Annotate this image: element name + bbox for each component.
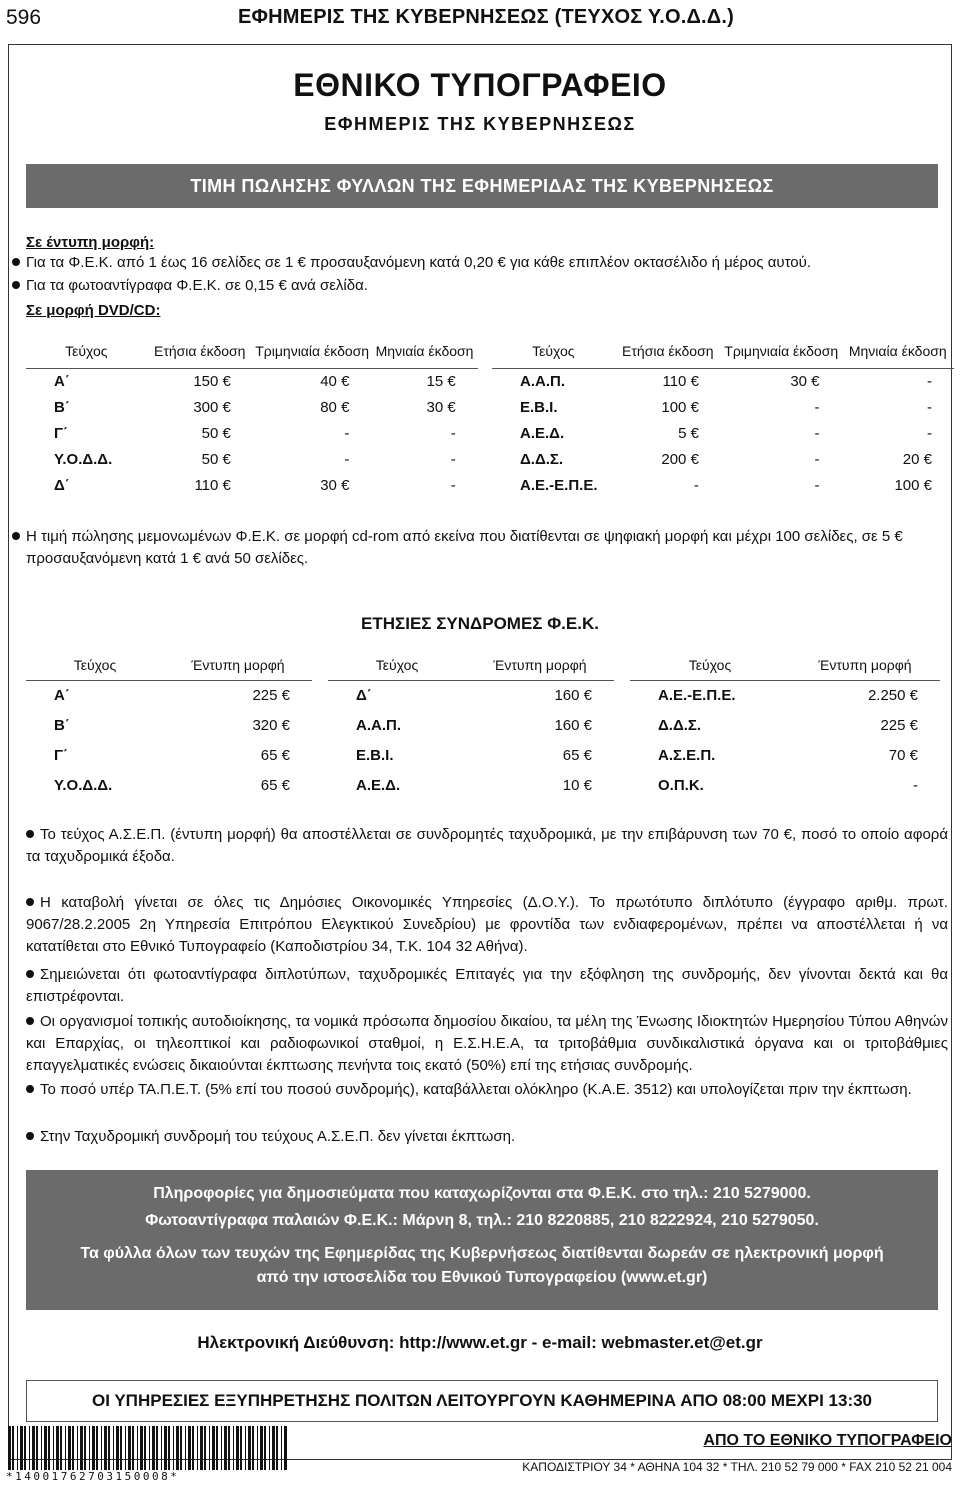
table-cell: 70 € [888,746,918,764]
table-cell: Γ΄ [54,746,69,764]
barcode-bar [77,1426,78,1470]
table-cell [312,740,328,770]
barcode-bar [92,1426,95,1470]
table-cell: Α΄ [54,686,70,704]
table-cell [478,394,492,420]
dvd-header-row [26,334,954,368]
table-cell: - [927,398,932,416]
table-cell: - [814,450,820,468]
table-cell: - [450,450,456,468]
table-cell: 225 € [252,686,290,704]
col-header: Τεύχος [492,334,615,368]
hours-box: ΟΙ ΥΠΗΡΕΣΙΕΣ ΕΞΥΠΗΡΕΤΗΣΗΣ ΠΟΛΙΤΩΝ ΛΕΙΤΟΥΡΓΟΥΝ ΚΑΘΗΜΕΡΙΝΑ ΑΠΟ 08:00 ΜΕΧΡΙ 13:30 [26,1380,938,1422]
barcode-bar [56,1426,59,1470]
barcode-bar [96,1426,98,1470]
barcode-bar [80,1426,83,1470]
col-header: Τριμηνιαία έκδοση [721,334,842,368]
info-box [26,1170,938,1310]
table-cell [614,770,630,800]
barcode-bar [113,1426,114,1470]
barcode-bar [128,1426,131,1470]
barcode-text: *14001762703150008* [6,1470,288,1483]
barcode-bar [84,1426,86,1470]
price-bar: ΤΙΜΗ ΠΩΛΗΣΗΣ ΦΥΛΛΩΝ ΤΗΣ ΕΦΗΜΕΡΙΔΑΣ ΤΗΣ ΚΥΒΕΡΝΗΣΕΩΣ [26,164,938,208]
barcode-bar [72,1426,74,1470]
table-cell: 300 € [193,398,231,416]
barcode-bar [197,1426,198,1470]
barcode-bar [281,1426,282,1470]
barcode-bar [224,1426,227,1470]
barcode-bar [264,1426,266,1470]
table-cell: - [927,424,932,442]
subscription-table [26,650,940,800]
bullet-icon [26,1017,34,1025]
barcode-bar [32,1426,35,1470]
col-gap [478,334,492,368]
table-cell: - [814,476,820,494]
bullet-icon [12,258,20,266]
table-cell: 160 € [554,716,592,734]
barcode-bar [44,1426,47,1470]
barcode-bar [164,1426,167,1470]
table-cell: 320 € [252,716,290,734]
info-line: από την ιστοσελίδα του Εθνικού Τυπογραφείου (www.et.gr) [256,1269,708,1286]
barcode-bar [228,1426,230,1470]
col-header: Τεύχος [328,650,466,680]
barcode-bar [36,1426,38,1470]
barcode-bar [192,1426,194,1470]
barcode-bar [257,1426,258,1470]
table-cell: - [450,424,456,442]
table-cell: 2.250 € [867,686,918,704]
table-cell: Δ΄ [356,686,372,704]
table-cell: 50 € [201,450,231,468]
table-cell: 10 € [562,776,592,794]
dvd-note-line-2: προσαυξανόμενη κατά 1 € ανά 50 σελίδες. [26,550,309,567]
dvd-row [26,394,954,420]
dvd-label: Σε μορφή DVD/CD: [26,302,161,319]
barcode-bar [212,1426,215,1470]
header-title: ΕΦΗΜΕΡΙΣ ΤΗΣ ΚΥΒΕΡΝΗΣΕΩΣ (ΤΕΥΧΟΣ Υ.Ο.Δ.Δ.) [238,6,734,28]
table-cell: 20 € [902,450,932,468]
table-cell [312,710,328,740]
barcode-bar [180,1426,182,1470]
barcode-bar [41,1426,42,1470]
subscription-row [26,710,940,740]
dvd-price-table [26,334,954,498]
info-line: Φωτοαντίγραφα παλαιών Φ.Ε.Κ.: Μάρνη 8, τηλ.: 210 8220885, 210 8222924, 210 5279050. [145,1212,819,1229]
table-cell [614,680,630,710]
barcode-bar [17,1426,18,1470]
info-line: Πληροφορίες για δημοσιεύματα που καταχωρίζονται στα Φ.Ε.Κ. στο τηλ.: 210 5279000. [153,1185,811,1202]
table-cell [312,680,328,710]
term-item: Στην Ταχυδρομική συνδρομή του τεύχους Α.Σ.Ε.Π. δεν γίνεται έκπτωση. [26,1126,948,1148]
barcode-bar [168,1426,170,1470]
term-item: Η καταβολή γίνεται σε όλες τις Δημόσιες Οικονομικές Υπηρεσίες (Δ.Ο.Υ.). Το πρωτότυπο διπλότυπο (έγγραφο αριθμ. πρωτ. 9067/28.2.2005 2η Υπηρεσία Επιτρόπου Ελεγκτικού Συνεδρίου) με φροντίδα των ενδιαφερομένων, πρέπει να αποστέλλεται ή να κατατίθεται στο Εθνικό Τυπογραφείο (Καποδιστρίου 34, Τ.Κ. 104 32 Αθήνα). [26,894,948,955]
barcode-bar [24,1426,26,1470]
table-cell: - [344,450,350,468]
col-header: Μηνιαία έκδοση [371,334,477,368]
table-cell [478,446,492,472]
table-cell: - [450,476,456,494]
barcode-bar [200,1426,203,1470]
info-line: Τα φύλλα όλων των τευχών της Εφημερίδας της Κυβερνήσεως διατίθενται δωρεάν σε ηλεκτρονική μορφή [80,1245,884,1262]
table-cell: Α.Σ.Ε.Π. [658,746,716,764]
table-cell: Ε.Β.Ι. [520,398,558,416]
subscription-row [26,740,940,770]
barcode-bar [276,1426,278,1470]
table-cell [478,368,492,394]
col-header: Έντυπη μορφή [164,650,312,680]
print-line-1: Για τα Φ.Ε.Κ. από 1 έως 16 σελίδες σε 1 € προσαυξανόμενη κατά 0,20 € για κάθε επιπλέον οκτασέλιδο ή μέρος αυτού. [12,254,811,271]
print-label: Σε έντυπη μορφή: [26,234,155,251]
masthead-subtitle: ΕΦΗΜΕΡΙΣ ΤΗΣ ΚΥΒΕΡΝΗΣΕΩΣ [324,114,636,134]
table-cell: 40 € [320,372,350,390]
table-cell: 100 € [894,476,932,494]
dvd-row [26,368,954,394]
barcode-bar [252,1426,254,1470]
barcode-bar [188,1426,191,1470]
table-cell: Α.Ε.Δ. [520,424,565,442]
footer-address: ΚΑΠΟΔΙΣΤΡΙΟΥ 34 * ΑΘΗΝΑ 104 32 * ΤΗΛ. 210 52 79 000 * FAX 210 52 21 004 [522,1460,952,1474]
col-header: Ετήσια έκδοση [147,334,253,368]
print-line-2: Για τα φωτοαντίγραφα Φ.Ε.Κ. σε 0,15 € ανά σελίδα. [12,277,368,294]
table-cell: 50 € [201,424,231,442]
barcode-bar [161,1426,162,1470]
table-cell: Α.Ε.-Ε.Π.Ε. [520,476,598,494]
table-cell: 80 € [320,398,350,416]
table-cell: Υ.Ο.Δ.Δ. [54,776,113,794]
table-cell [478,420,492,446]
col-gap [312,650,328,680]
barcode-bar [48,1426,50,1470]
bullet-icon [26,898,34,906]
col-gap [614,650,630,680]
table-cell: Α.Ε.Δ. [356,776,401,794]
bullet-icon [12,281,20,289]
table-cell: 225 € [880,716,918,734]
barcode-bar [29,1426,30,1470]
barcode-bar [20,1426,23,1470]
barcode-bar [185,1426,186,1470]
col-header: Τεύχος [26,334,147,368]
masthead-title: ΕΘΝΙΚΟ ΤΥΠΟΓΡΑΦΕΙΟ [293,67,667,103]
dvd-row [26,472,954,498]
barcode-bar [233,1426,234,1470]
col-header: Μηνιαία έκδοση [842,334,954,368]
table-cell: 150 € [193,372,231,390]
barcode-bar [260,1426,263,1470]
col-header: Τεύχος [26,650,164,680]
barcode-bar [53,1426,54,1470]
barcode-bar [125,1426,126,1470]
bullet-icon [26,970,34,978]
dvd-row [26,446,954,472]
table-cell: Β΄ [54,716,70,734]
table-cell: Β΄ [54,398,70,416]
table-cell: - [344,424,350,442]
table-cell: 30 € [320,476,350,494]
barcode-bar [272,1426,275,1470]
barcode-bar [236,1426,239,1470]
table-cell: - [927,372,932,390]
barcode-bar [144,1426,146,1470]
table-cell [614,710,630,740]
barcode-bar [176,1426,179,1470]
barcode-bar [245,1426,246,1470]
col-header: Τεύχος [630,650,790,680]
barcode-bar [60,1426,62,1470]
table-cell: 15 € [426,372,456,390]
subscription-row [26,680,940,710]
table-cell: 5 € [678,424,699,442]
table-cell [312,770,328,800]
barcode-bar [12,1426,14,1470]
term-item: Το ποσό υπέρ ΤΑ.Π.Ε.Τ. (5% επί του ποσού συνδρομής), καταβάλλεται ολόκληρο (Κ.Α.Ε. 3512) και υπολογίζεται πριν την έκπτωση. [26,1079,948,1101]
term-item: Οι οργανισμοί τοπικής αυτοδιοίκησης, τα νομικά πρόσωπα δημοσίου δικαίου, τα μέλη της Ένωσης Ιδιοκτητών Ημερησίου Τύπου Αθηνών και Επαρχίας, οι τηλεοπτικοί και ραδιοφωνικοί σταθμοί, η Ε.Σ.Η.Ε.Α, τα τριτοβάθμια συνδικαλιστικά όργανα και οι τριτοβάθμιες επαγγελματικές ενώσεις δικαιούνται έκπτωσης πενήντα τοις εκατό (50%) επί της ετήσιας συνδρομής. [26,1013,948,1074]
table-cell: 65 € [260,776,290,794]
table-cell: 110 € [194,476,231,494]
page-header [0,0,960,40]
table-cell: 30 € [790,372,820,390]
subscription-header-row [26,650,940,680]
barcode-bar [108,1426,110,1470]
barcode-bar [149,1426,150,1470]
barcode-bar [221,1426,222,1470]
table-cell: 200 € [661,450,699,468]
barcode-bar [65,1426,66,1470]
table-cell: - [814,424,820,442]
table-cell: Δ.Δ.Σ. [520,450,564,468]
table-cell: 65 € [260,746,290,764]
table-cell: Α΄ [54,372,70,390]
table-cell [614,740,630,770]
subscriptions-title: ΕΤΗΣΙΕΣ ΣΥΝΔΡΟΜΕΣ Φ.Ε.Κ. [361,614,599,633]
table-cell: Α.Α.Π. [520,372,565,390]
barcode-bar [101,1426,102,1470]
barcode-bar [120,1426,122,1470]
barcode-bar [116,1426,119,1470]
barcode-bar [173,1426,174,1470]
bullet-icon [26,1132,34,1140]
page-number: 596 [6,6,42,29]
barcode-bar [8,1426,11,1470]
table-cell: Α.Α.Π. [356,716,401,734]
barcode-bar [156,1426,158,1470]
barcode-bar [89,1426,90,1470]
barcode-bar [248,1426,251,1470]
barcode-bar [209,1426,210,1470]
barcode-bar [269,1426,270,1470]
barcode-bar [204,1426,206,1470]
table-cell: 65 € [562,746,592,764]
table-cell: 30 € [426,398,456,416]
table-cell: Γ΄ [54,424,69,442]
table-cell: - [814,398,820,416]
dvd-note-line-1: Η τιμή πώλησης μεμονωμένων Φ.Ε.Κ. σε μορφή cd-rom από εκείνα που διατίθενται σε ψηφιακή μορφή και μέχρι 100 σελίδες, σε 5 € [12,528,903,545]
barcode-bar [284,1426,287,1470]
col-header: Ετήσια έκδοση [615,334,721,368]
table-cell: Δ΄ [54,476,70,494]
email-line: Ηλεκτρονική Διεύθυνση: http://www.et.gr - e-mail: webmaster.et@et.gr [197,1333,763,1352]
term-item: Σημειώνεται ότι φωτοαντίγραφα διπλοτύπων, ταχυδρομικές Επιταγές για την εξόφληση της συνδρομής, δεν γίνονται δεκτά και θα επιστρέφονται. [26,966,948,1005]
table-cell: Υ.Ο.Δ.Δ. [54,450,113,468]
barcode-bar [216,1426,218,1470]
bullet-icon [26,830,34,838]
table-cell: Ε.Β.Ι. [356,746,394,764]
barcode-bar [152,1426,155,1470]
subscription-row [26,770,940,800]
subscription-note: Το τεύχος Α.Σ.Ε.Π. (έντυπη μορφή) θα αποστέλλεται σε συνδρομητές ταχυδρομικά, με την επιβάρυνση των 70 €, ποσό το οποίο αφορά τα ταχυδρομικά έξοδα. [26,826,948,865]
barcode-bar [104,1426,107,1470]
barcode-bar [140,1426,143,1470]
barcode-bar [132,1426,134,1470]
table-cell: Α.Ε.-Ε.Π.Ε. [658,686,736,704]
table-cell: - [913,776,918,794]
table-cell: - [693,476,699,494]
bullet-icon [12,532,20,540]
table-cell: Δ.Δ.Σ. [658,716,702,734]
barcode-bar [68,1426,71,1470]
col-header: Τριμηνιαία έκδοση [253,334,372,368]
table-cell: Ο.Π.Κ. [658,776,704,794]
col-header: Έντυπη μορφή [466,650,614,680]
barcode-bar [137,1426,138,1470]
table-cell: 100 € [661,398,699,416]
col-header: Έντυπη μορφή [790,650,940,680]
table-cell: 110 € [662,372,699,390]
bullet-icon [26,1085,34,1093]
barcode-bar [240,1426,242,1470]
footer-org: ΑΠΟ ΤΟ ΕΘΝΙΚΟ ΤΥΠΟΓΡΑΦΕΙΟ [703,1432,952,1449]
table-cell [478,472,492,498]
table-cell: 160 € [554,686,592,704]
dvd-row [26,420,954,446]
